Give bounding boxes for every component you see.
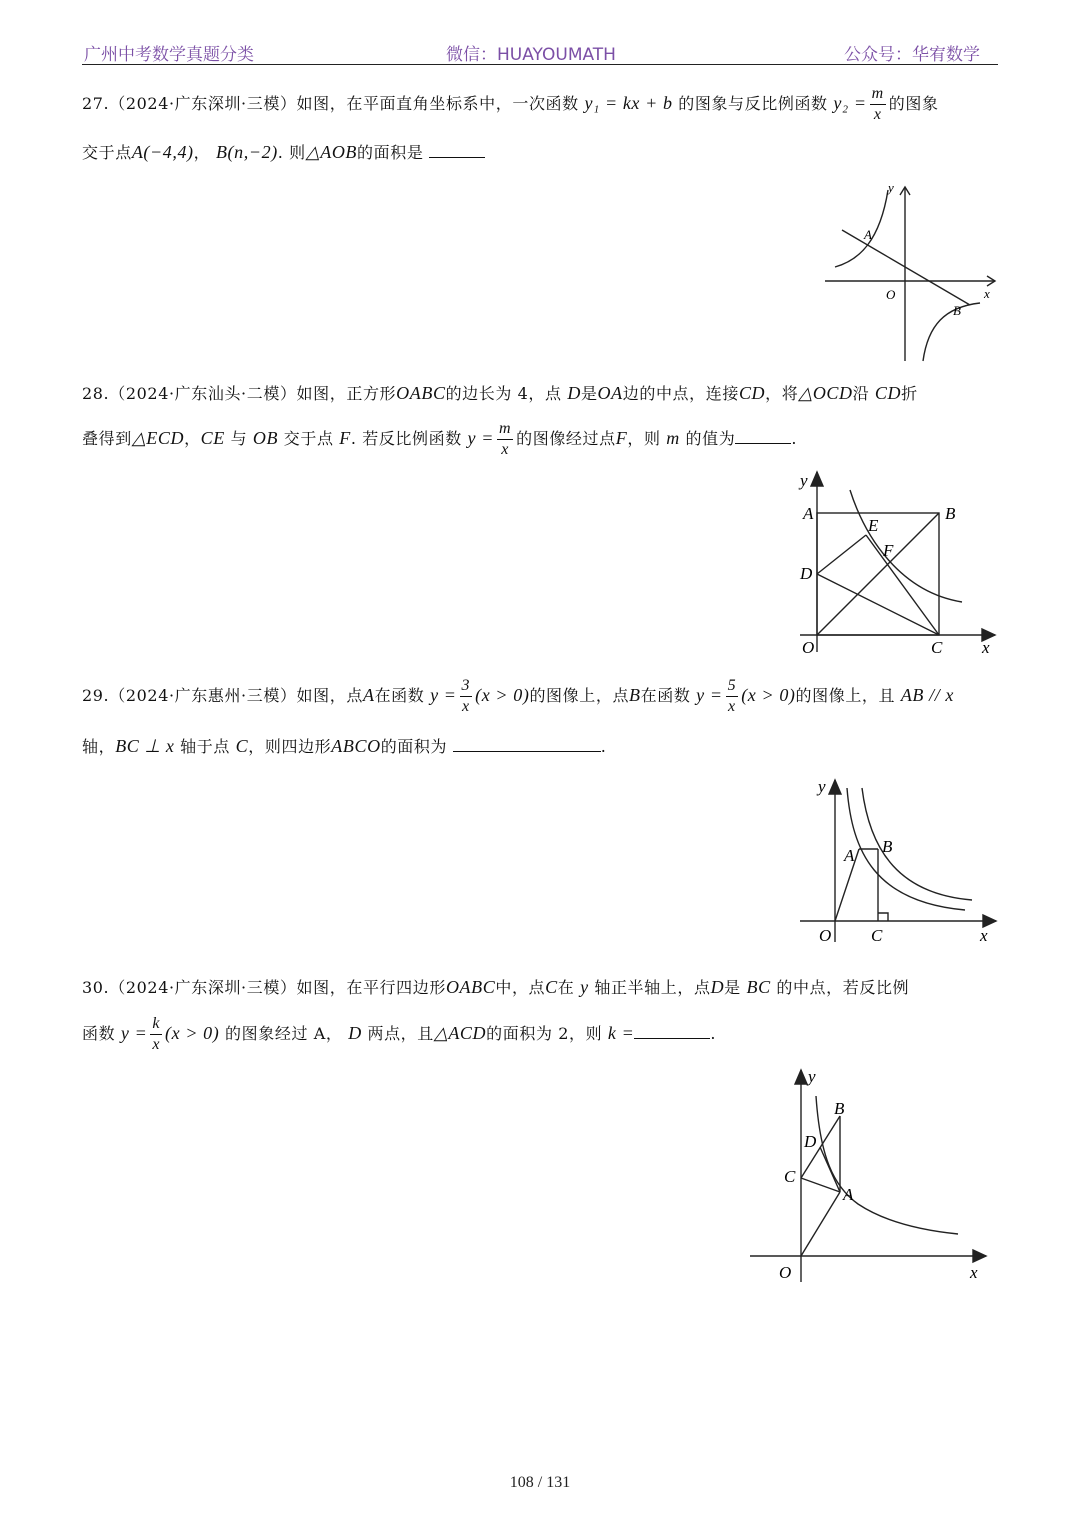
q29-period: .: [600, 737, 607, 756]
q30-segment-bc: BC: [746, 977, 771, 997]
q28-square: OABC: [396, 383, 446, 403]
fig30-label-y: y: [808, 1067, 816, 1086]
q30-text: 的中点，若反比例: [776, 978, 910, 997]
fig30-label-a: A: [843, 1185, 854, 1204]
q30-source: （2024·广东深圳·三模）: [109, 978, 297, 997]
fig28-label-c: C: [931, 638, 943, 657]
frac-num: 3: [460, 678, 473, 697]
fig28-label-o: O: [802, 638, 815, 657]
q28-segment-cd: CD: [738, 383, 766, 403]
q27-number: 27.: [82, 94, 110, 113]
q30-func-lhs: y =: [120, 1023, 148, 1043]
fig27-label-o: O: [886, 287, 896, 302]
q29-text: 在函数: [374, 686, 425, 705]
q28-segment-cd: CD: [874, 383, 902, 403]
q27-answer-blank[interactable]: [429, 143, 485, 158]
fig28-label-y: y: [800, 471, 808, 490]
q30-line2: [82, 1016, 716, 1053]
q29-ab-parallel: AB // x: [900, 685, 955, 705]
q30-text: 两点，且: [367, 1024, 434, 1043]
fig30-label-o: O: [779, 1263, 792, 1282]
q30-line1: [82, 975, 909, 998]
hyperbola-branch-lower: [923, 303, 980, 361]
q28-text: 的值为: [685, 429, 736, 448]
q29-text: 的图像上，点: [529, 686, 630, 705]
q29-answer-blank[interactable]: [453, 737, 601, 752]
q28-text: 如图，正方形: [296, 384, 397, 403]
q30-func-domain: (x > 0): [165, 1023, 220, 1043]
fig27-label-x: x: [984, 286, 990, 301]
y-axis-arrow: [795, 1070, 807, 1084]
q28-text: 与: [230, 429, 248, 448]
fig29-label-c: C: [871, 926, 883, 945]
q28-source: （2024·广东汕头·二模）: [109, 384, 297, 403]
q29-figure: [800, 772, 1000, 950]
q30-text: 是: [724, 978, 741, 997]
fig29-label-a: A: [844, 846, 855, 865]
q30-triangle-acd: △ACD: [433, 1023, 487, 1043]
fig29-label-b: B: [882, 837, 893, 856]
page-number: 108 / 131: [509, 1474, 571, 1491]
q28-text: 的图像经过点: [516, 429, 616, 448]
q28-func-lhs: y =: [467, 428, 494, 448]
header-wechat: 微信：HUAYOUMATH: [446, 45, 616, 65]
q28-text: 沿: [852, 384, 870, 403]
q28-text: 是: [580, 384, 598, 403]
fig30-label-c: C: [784, 1167, 796, 1186]
q28-text: 折: [901, 384, 918, 403]
q27-sep: ，: [193, 143, 211, 162]
fig27-label-y: y: [888, 180, 894, 195]
q27-text: 的图象与反比例函数: [678, 94, 828, 113]
q30-point-d: D: [710, 977, 725, 997]
q28-text: 的边长为 4，点: [445, 384, 562, 403]
fig28-label-x: x: [982, 638, 990, 657]
q28-triangle-ocd: △OCD: [798, 383, 853, 403]
q29-quadrilateral: ABCO: [331, 736, 381, 756]
q28-text: 叠得到: [82, 429, 132, 448]
q29-line1: [82, 678, 954, 715]
q28-figure: [790, 462, 1000, 662]
q28-line2: [82, 421, 797, 458]
frac-num: m: [870, 86, 886, 105]
q29-func1-domain: (x > 0): [475, 685, 530, 705]
q28-number: 28.: [82, 384, 110, 403]
q29-text: 轴于点: [180, 737, 230, 756]
q30-fraction: [150, 1016, 162, 1053]
q28-text: . 若反比例函数: [350, 429, 462, 448]
q27-text: 如图，在平面直角坐标系中，一次函数: [296, 94, 579, 113]
q29-point-a: A: [362, 685, 375, 705]
fig30-label-x: x: [970, 1263, 978, 1282]
frac-den: x: [873, 106, 882, 123]
q28-text: 交于点: [283, 429, 334, 448]
q29-text: 如图，点: [296, 686, 363, 705]
q28-answer-blank[interactable]: [735, 429, 791, 444]
q30-parallelogram: OABC: [445, 977, 496, 997]
q30-text: 如图，在平行四边形: [296, 978, 446, 997]
right-angle-mark: [878, 913, 888, 921]
q28-line1: [82, 381, 918, 404]
y-axis-arrow: [811, 472, 823, 486]
fig29-label-x: x: [980, 926, 988, 945]
q30-text: 在: [557, 978, 575, 997]
q27-fraction: [870, 86, 886, 123]
q28-period: .: [791, 429, 798, 448]
q29-text: ，则四边形: [248, 737, 332, 756]
q29-text: 的图像上，且: [795, 686, 896, 705]
q27-figure: [820, 175, 1000, 365]
q30-number: 30.: [82, 978, 110, 997]
q29-fraction-1: [460, 678, 473, 715]
q28-segment-oa: OA: [597, 383, 623, 403]
q28-point-f: F: [339, 428, 351, 448]
q27-inverse-lhs: y₂ =: [833, 93, 867, 113]
q27-point-b: B(n,−2): [215, 142, 278, 162]
frac-den: x: [152, 1036, 161, 1053]
q27-linear-function: y₁ = kx + b: [584, 93, 673, 113]
q27-point-a: A(−4,4): [131, 142, 194, 162]
q27-text: 的图象: [888, 94, 939, 113]
q29-text: 轴，: [82, 737, 116, 756]
fig28-label-a: A: [803, 504, 814, 523]
q27-text: . 则: [277, 143, 306, 162]
segment-dc: [817, 574, 939, 635]
fig28-label-e: E: [868, 516, 879, 535]
fig30-label-b: B: [834, 1099, 845, 1118]
q28-point-f: F: [615, 428, 628, 448]
q29-func1-lhs: y =: [430, 685, 457, 705]
q30-text: 的图象经过 A，: [225, 1024, 343, 1043]
q27-source: （2024·广东深圳·三模）: [109, 94, 297, 113]
fig28-label-d: D: [800, 564, 813, 583]
line-ab: [842, 230, 970, 305]
fig28-label-f: F: [883, 541, 894, 560]
q30-point-d: D: [348, 1023, 362, 1043]
q28-segment-ob: OB: [252, 428, 279, 448]
frac-den: x: [728, 698, 736, 715]
q28-text: ，则: [627, 429, 661, 448]
fig29-label-y: y: [818, 777, 826, 796]
q30-text: 函数: [82, 1024, 116, 1043]
q27-line1: [82, 86, 939, 123]
q29-fraction-2: [726, 678, 739, 715]
frac-num: 5: [726, 678, 739, 697]
q28-text: ，: [184, 429, 201, 448]
fig29-label-o: O: [819, 926, 832, 945]
q28-fraction: [497, 421, 513, 458]
q27-text: 的面积是: [357, 143, 424, 162]
q29-number: 29.: [82, 686, 110, 705]
q29-source: （2024·广东惠州·三模）: [109, 686, 297, 705]
frac-num: m: [497, 421, 513, 440]
q29-text: 的面积为: [380, 737, 448, 756]
fig27-label-b: B: [953, 303, 961, 318]
q30-figure: [748, 1066, 992, 1288]
q28-text: ，将: [765, 384, 799, 403]
q28-segment-ce: CE: [200, 428, 225, 448]
q28-triangle-ecd: △ECD: [131, 428, 185, 448]
q29-point-c: C: [235, 736, 249, 756]
q30-answer-blank[interactable]: [634, 1024, 710, 1039]
q28-point-d: D: [567, 383, 581, 403]
q29-bc-perp: BC ⊥ x: [115, 736, 175, 756]
x-axis-arrow: [973, 1250, 986, 1262]
fig28-label-b: B: [945, 504, 956, 523]
frac-den: x: [501, 441, 509, 458]
q30-y-axis-var: y: [580, 977, 589, 997]
header-left-title: 广州中考数学真题分类: [84, 45, 254, 65]
q30-text: 中，点: [495, 978, 546, 997]
q29-line2: [82, 734, 606, 757]
q30-text: 的面积为 2，则: [486, 1024, 603, 1043]
q27-triangle: △AOB: [305, 142, 358, 162]
q30-point-c: C: [545, 977, 558, 997]
q29-text: 在函数: [640, 686, 691, 705]
fig27-label-a: A: [864, 227, 872, 242]
q28-text: 边的中点，连接: [622, 384, 739, 403]
q30-text: 轴正半轴上，点: [594, 978, 711, 997]
y-axis-arrow: [829, 780, 841, 794]
page-header: [82, 36, 998, 65]
q29-func2-lhs: y =: [696, 685, 723, 705]
frac-den: x: [461, 698, 470, 715]
q29-point-b: B: [629, 685, 641, 705]
q30-period: .: [710, 1024, 717, 1043]
q29-func2-domain: (x > 0): [741, 685, 796, 705]
q27-line2: [82, 140, 485, 163]
fig30-label-d: D: [804, 1132, 817, 1151]
q27-text: 交于点: [82, 143, 132, 162]
q28-var-m: m: [666, 428, 680, 448]
segment-oa: [801, 1192, 840, 1256]
header-public-account: 公众号：华宥数学: [844, 45, 980, 65]
hyperbola-branch-upper: [835, 190, 888, 267]
q30-var-k: k =: [607, 1023, 635, 1043]
segment-de: [817, 535, 866, 574]
frac-num: k: [150, 1016, 162, 1035]
